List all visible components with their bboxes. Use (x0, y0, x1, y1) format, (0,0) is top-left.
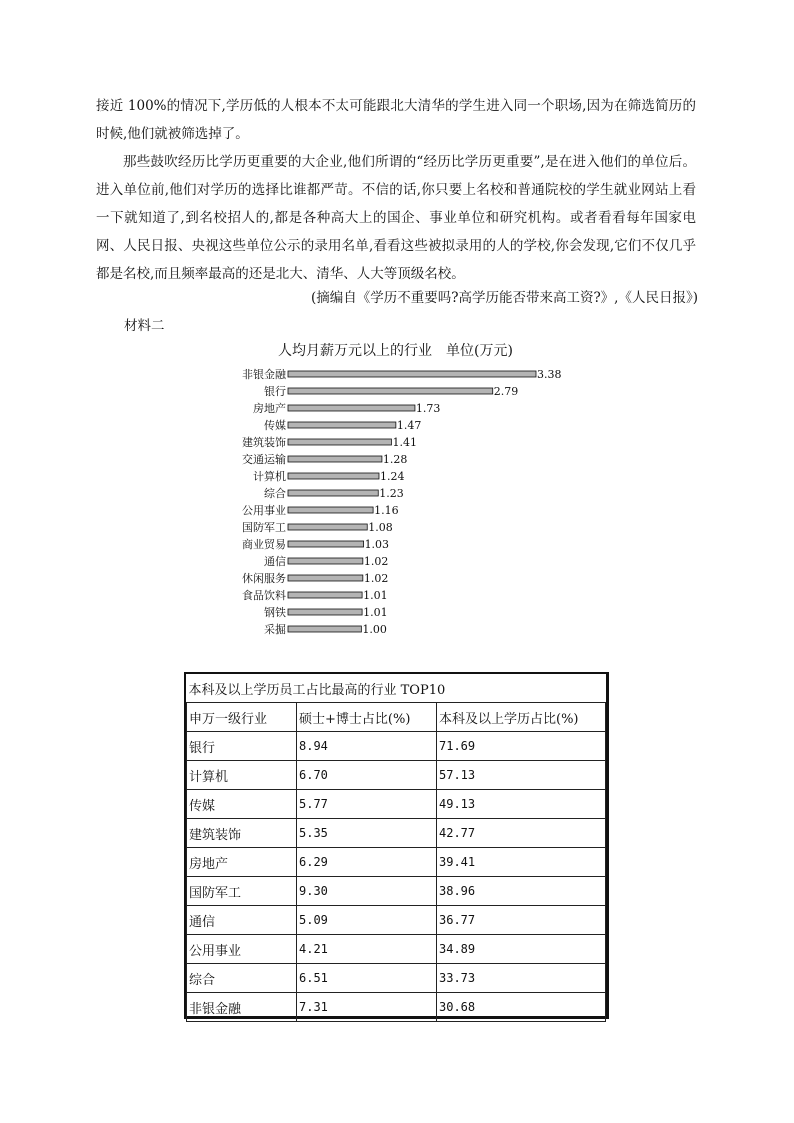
cell-bachelor-ratio: 30.68 (437, 993, 606, 1022)
cell-grad-ratio: 8.94 (297, 732, 437, 761)
bar (288, 388, 493, 394)
value-label: 1.02 (363, 572, 389, 585)
cell-grad-ratio: 7.31 (297, 993, 437, 1022)
cell-industry: 传媒 (187, 790, 297, 819)
cell-industry: 国防军工 (187, 877, 297, 906)
category-label: 综合 (264, 487, 286, 500)
bar (288, 524, 367, 530)
bar (288, 456, 382, 462)
bar (288, 422, 396, 428)
bar (288, 405, 415, 411)
cell-bachelor-ratio: 33.73 (437, 964, 606, 993)
cell-bachelor-ratio: 49.13 (437, 790, 606, 819)
value-label: 1.01 (363, 589, 388, 602)
value-label: 1.28 (382, 453, 408, 466)
cell-industry: 建筑装饰 (187, 819, 297, 848)
salary-bar-chart (200, 338, 600, 638)
header-bachelor-ratio: 本科及以上学历占比(%) (437, 703, 606, 732)
cell-bachelor-ratio: 57.13 (437, 761, 606, 790)
cell-industry: 公用事业 (187, 935, 297, 964)
table-row (187, 732, 606, 761)
table-row (187, 935, 606, 964)
material-label: 材料二 (124, 318, 165, 334)
bar (288, 507, 373, 513)
table-row (187, 964, 606, 993)
bar (288, 490, 378, 496)
header-industry: 申万一级行业 (187, 703, 297, 732)
cell-bachelor-ratio: 42.77 (437, 819, 606, 848)
category-label: 房地产 (253, 402, 286, 415)
cell-industry: 房地产 (187, 848, 297, 877)
cell-bachelor-ratio: 36.77 (437, 906, 606, 935)
chart-title: 人均月薪万元以上的行业 单位(万元) (278, 343, 513, 359)
cell-grad-ratio: 6.29 (297, 848, 437, 877)
bar (288, 473, 379, 479)
table-header-row (187, 703, 606, 732)
paragraph-2: 那些鼓吹经历比学历更重要的大企业,他们所谓的“经历比学历更重要”,是在进入他们的单位后。进入单位前,他们对学历的选择比谁都严苛。不信的话,你只要上名校和普通院校的学生就业网站上看一下就知道了,到名校招人的,都是各种高大上的国企、事业单位和研究机构。或者看看每年国家电网、人民日报、央视这些单位公示的录用名单,看看这些被拟录用的人的学校,你会发现,它们不仅几乎都是名校,而且频率最高的还是北大、清华、人大等顶级名校。 (96, 154, 696, 282)
cell-industry: 通信 (187, 906, 297, 935)
value-label: 1.08 (368, 521, 393, 534)
value-label: 1.23 (379, 487, 404, 500)
value-label: 1.41 (392, 436, 417, 449)
bar (288, 558, 363, 564)
cell-industry: 计算机 (187, 761, 297, 790)
table-row (187, 877, 606, 906)
cell-grad-ratio: 5.09 (297, 906, 437, 935)
cell-grad-ratio: 6.51 (297, 964, 437, 993)
table-row (187, 761, 606, 790)
bar (288, 575, 363, 581)
cell-grad-ratio: 6.70 (297, 761, 437, 790)
header-grad-ratio: 硕士+博士占比(%) (297, 703, 437, 732)
table-row (187, 790, 606, 819)
value-label: 1.24 (379, 470, 405, 483)
cell-bachelor-ratio: 71.69 (437, 732, 606, 761)
category-label: 商业贸易 (242, 538, 286, 551)
bar (288, 371, 536, 377)
value-label: 1.16 (374, 504, 399, 517)
value-label: 1.00 (362, 623, 387, 636)
value-label: 3.38 (537, 368, 562, 381)
paragraph-1: 接近 100%的情况下,学历低的人根本不太可能跟北大清华的学生进入同一个职场,因为在筛选简历的时候,他们就被筛选掉了。 (96, 98, 696, 142)
category-label: 通信 (264, 555, 286, 568)
bar (288, 541, 364, 547)
table-caption: 本科及以上学历员工占比最高的行业 TOP10 (187, 674, 606, 703)
category-label: 非银金融 (242, 368, 286, 381)
value-label: 2.79 (493, 385, 519, 398)
cell-industry: 非银金融 (187, 993, 297, 1022)
category-label: 建筑装饰 (242, 436, 286, 449)
bar (288, 592, 362, 598)
bar (288, 609, 362, 615)
source-citation: (摘编自《学历不重要吗?高学历能否带来高工资?》,《人民日报》) (310, 290, 698, 306)
category-label: 传媒 (264, 419, 286, 432)
value-label: 1.02 (363, 555, 389, 568)
cell-grad-ratio: 5.35 (297, 819, 437, 848)
value-label: 1.03 (364, 538, 390, 551)
cell-grad-ratio: 9.30 (297, 877, 437, 906)
cell-industry: 银行 (187, 732, 297, 761)
cell-industry: 综合 (187, 964, 297, 993)
category-label: 银行 (264, 385, 286, 398)
education-table (184, 672, 609, 1019)
category-label: 公用事业 (242, 504, 286, 517)
category-label: 钢铁 (264, 606, 286, 619)
table-row (187, 993, 606, 1022)
table-row (187, 819, 606, 848)
category-label: 采掘 (264, 623, 286, 636)
category-label: 食品饮料 (242, 589, 286, 602)
category-label: 国防军工 (242, 521, 286, 534)
category-label: 休闲服务 (242, 572, 286, 585)
bar (288, 439, 391, 445)
cell-grad-ratio: 5.77 (297, 790, 437, 819)
cell-bachelor-ratio: 38.96 (437, 877, 606, 906)
bar (288, 626, 361, 632)
table-row (187, 848, 606, 877)
value-label: 1.47 (396, 419, 422, 432)
cell-bachelor-ratio: 39.41 (437, 848, 606, 877)
cell-bachelor-ratio: 34.89 (437, 935, 606, 964)
category-label: 计算机 (253, 470, 286, 483)
category-label: 交通运输 (242, 453, 286, 466)
table-row (187, 906, 606, 935)
value-label: 1.01 (363, 606, 388, 619)
value-label: 1.73 (415, 402, 441, 415)
cell-grad-ratio: 4.21 (297, 935, 437, 964)
